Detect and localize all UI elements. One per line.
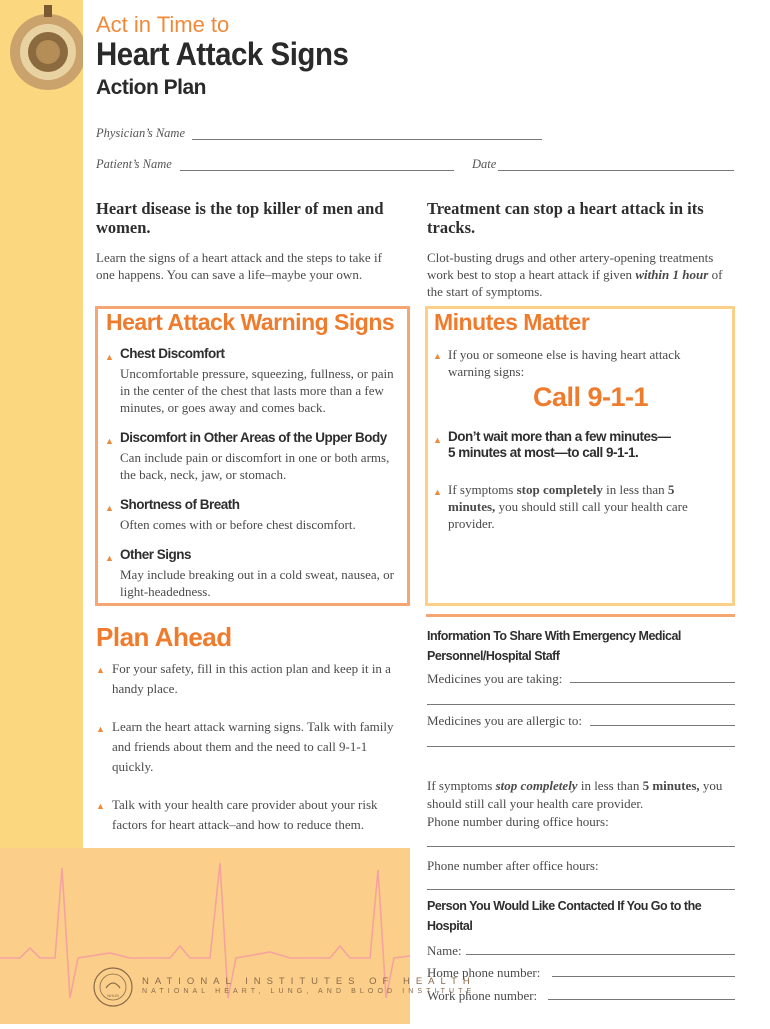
intro-right-emphasis: within 1 hour — [635, 267, 709, 282]
intro-right-text-1: Clot-busting drugs and other artery-opening treatments work best to stop a heart attack if given — [427, 250, 714, 282]
intro-right-text-2: of the start of symptoms. — [427, 267, 723, 299]
page-title: Heart Attack Signs — [96, 36, 349, 72]
office-hours-field[interactable] — [427, 846, 735, 847]
ecg-trace-graphic — [0, 848, 410, 1024]
triangle-bullet-icon: ▲ — [105, 553, 114, 563]
intro-left-body: Learn the signs of a heart attack and the steps to take if one happens. You can save a life–maybe your own. — [96, 250, 382, 282]
call-911-text: Call 9-1-1 — [533, 382, 649, 412]
sign-body-upper-body: Can include pain or discomfort in one or both arms, the back, neck, jaw, or stomach. — [120, 450, 390, 482]
medicines-allergic-field-line-2[interactable] — [427, 746, 735, 747]
minutes-item-3-a: If symptoms — [448, 482, 517, 497]
triangle-bullet-icon: ▲ — [96, 724, 105, 734]
intro-left-heading: Heart disease is the top killer of men and women. — [96, 199, 384, 237]
after-hours-label: Phone number after office hours: — [427, 858, 599, 873]
hhs-seal-logo — [92, 966, 134, 1008]
triangle-bullet-icon: ▲ — [105, 352, 114, 362]
page-subtitle: Action Plan — [96, 76, 207, 99]
contact-heading: Person You Would Like Contacted If You Go to the Hospital — [427, 899, 702, 933]
triangle-bullet-icon: ▲ — [433, 487, 442, 497]
ecg-background — [0, 848, 410, 1024]
medicines-taking-label: Medicines you are taking: — [427, 671, 563, 686]
contact-work-label: Work phone number: — [427, 988, 538, 1003]
sign-heading-upper-body: Discomfort in Other Areas of the Upper Body — [120, 430, 387, 445]
warning-signs-box — [95, 306, 410, 606]
patient-name-field[interactable] — [180, 170, 454, 171]
plan-ahead-item-2: Learn the heart attack warning signs. Talk with family and friends about them and the need to call 9-1-1 quickly. — [112, 719, 394, 774]
minutes-item-2-line-1: Don’t wait more than a few minutes— — [448, 429, 671, 444]
contact-name-field[interactable] — [466, 954, 735, 955]
triangle-bullet-icon: ▲ — [105, 503, 114, 513]
medicines-allergic-label: Medicines you are allergic to: — [427, 713, 582, 728]
triangle-bullet-icon: ▲ — [96, 665, 105, 675]
medicines-taking-field-line-2[interactable] — [427, 704, 735, 705]
intro-right-body — [427, 249, 732, 300]
plan-ahead-item-1: For your safety, fill in this action plan and keep it in a handy place. — [112, 661, 391, 696]
physician-name-label: Physician’s Name — [96, 126, 185, 140]
triangle-bullet-icon: ▲ — [433, 435, 442, 445]
after-hours-field[interactable] — [427, 889, 735, 890]
sign-body-chest: Uncomfortable pressure, squeezing, fullness, or pain in the center of the chest that lasts more than a few minutes, or goes away and comes back. — [120, 366, 394, 415]
contact-home-label: Home phone number: — [427, 965, 541, 980]
plan-ahead-item-3: Talk with your health care provider about your risk factors for heart attack–and how to reduce them. — [112, 797, 378, 832]
sign-heading-chest: Chest Discomfort — [120, 346, 225, 361]
info-stop-b: stop completely — [495, 778, 578, 793]
info-stop-c: in less than — [577, 778, 643, 793]
medicines-taking-field[interactable] — [570, 682, 735, 683]
minutes-matter-title: Minutes Matter — [434, 309, 590, 335]
info-stop-e: you should still call your health care provider. — [427, 778, 723, 811]
minutes-item-3-b: stop completely — [516, 482, 603, 497]
svg-text:NHLBI: NHLBI — [107, 993, 119, 998]
triangle-bullet-icon: ▲ — [105, 436, 114, 446]
minutes-item-1: If you or someone else is having heart attack warning signs: — [448, 347, 681, 379]
info-stop-a: If symptoms — [427, 778, 496, 793]
triangle-bullet-icon: ▲ — [433, 351, 442, 361]
minutes-item-3-d: 5 minutes, — [448, 482, 675, 514]
date-label: Date — [472, 157, 497, 171]
nhlbi-name: NATIONAL HEART, LUNG, AND BLOOD INSTITUTE — [142, 988, 476, 995]
nih-name: NATIONAL INSTITUTES OF HEALTH — [142, 976, 476, 987]
minutes-item-3 — [448, 481, 703, 532]
minutes-matter-box — [425, 306, 735, 606]
minutes-item-3-c: in less than — [602, 482, 668, 497]
minutes-item-2 — [448, 429, 718, 461]
info-stop-d: 5 minutes, — [642, 778, 700, 793]
medicines-allergic-field[interactable] — [590, 725, 735, 726]
sign-heading-other: Other Signs — [120, 547, 192, 562]
contact-name-label: Name: — [427, 943, 462, 958]
date-field[interactable] — [498, 170, 734, 171]
plan-ahead-title: Plan Ahead — [96, 622, 232, 652]
info-stop-completely — [427, 777, 732, 813]
contact-work-field[interactable] — [548, 999, 735, 1000]
contact-home-field[interactable] — [552, 976, 735, 977]
office-hours-label: Phone number during office hours: — [427, 814, 609, 829]
sign-body-breath: Often comes with or before chest discomfort. — [120, 517, 356, 532]
patient-name-label: Patient’s Name — [96, 157, 172, 171]
triangle-bullet-icon: ▲ — [96, 801, 105, 811]
sign-body-other: May include breaking out in a cold sweat, nausea, or light-headedness. — [120, 567, 394, 599]
warning-signs-title: Heart Attack Warning Signs — [106, 309, 395, 335]
physician-name-field[interactable] — [192, 139, 542, 140]
info-heading: Information To Share With Emergency Medical Personnel/Hospital Staff — [427, 629, 681, 663]
eyebrow-text: Act in Time to — [96, 12, 230, 37]
minutes-item-3-e: you should still call your health care provider. — [448, 499, 688, 531]
minutes-item-2-line-2: 5 minutes at most—to call 9-1-1. — [448, 445, 639, 460]
stopwatch-photo — [0, 0, 83, 110]
section-divider — [426, 614, 735, 617]
intro-right-heading: Treatment can stop a heart attack in its tracks. — [427, 199, 704, 237]
sign-heading-breath: Shortness of Breath — [120, 497, 240, 512]
